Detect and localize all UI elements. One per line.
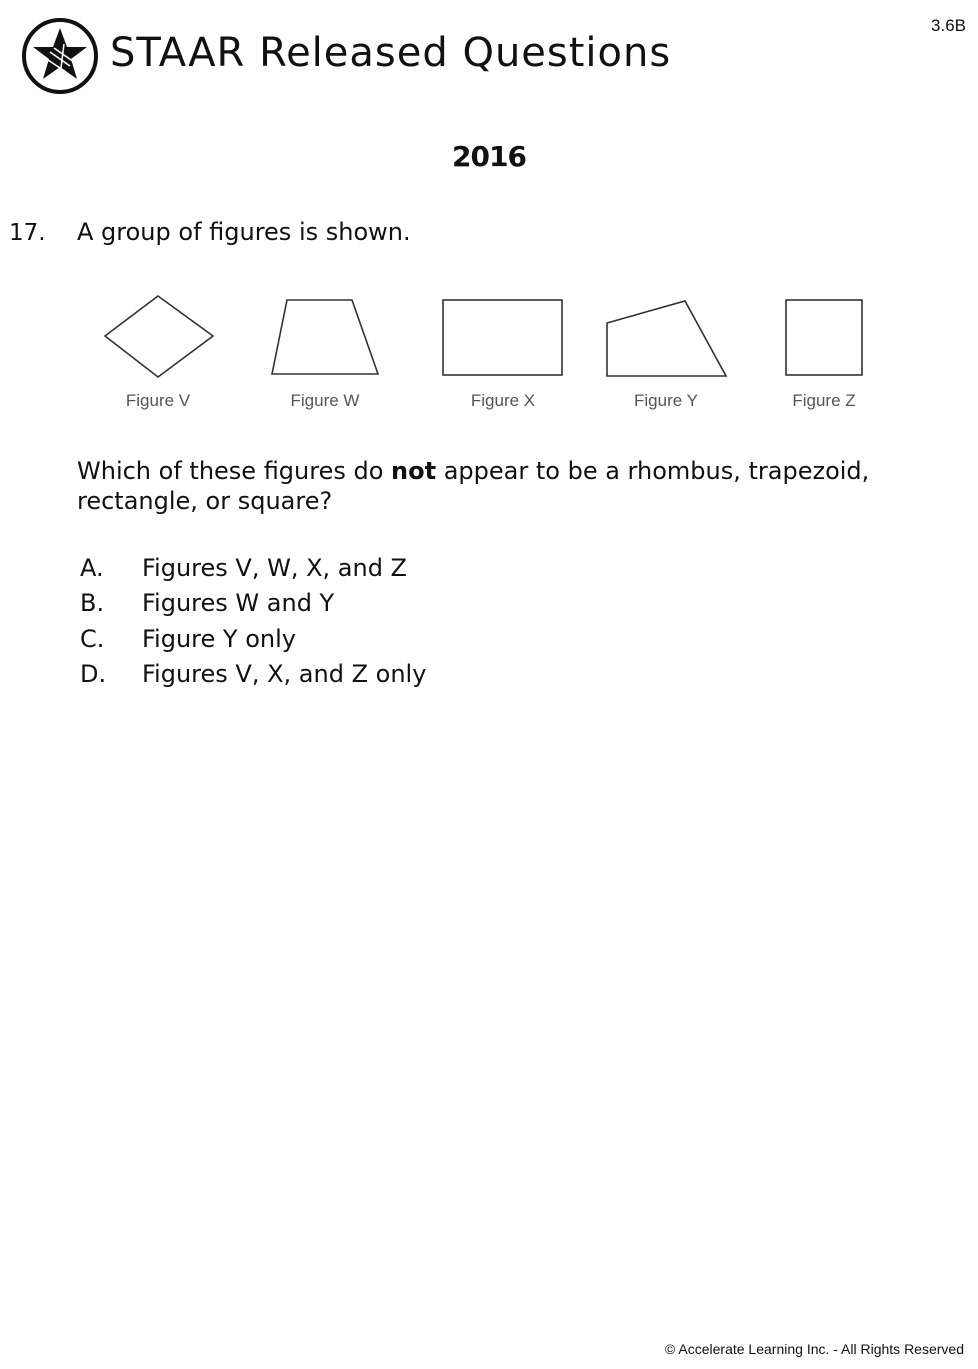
year-heading: 2016 [452, 140, 526, 173]
answer-choice-d[interactable] [80, 657, 426, 693]
prompt-text: Which of these figures do [77, 457, 392, 485]
choice-letter: D. [80, 660, 107, 689]
figure-y-shape [607, 301, 726, 376]
choice-text: Figure Y only [142, 624, 296, 653]
choice-letter: A. [80, 553, 104, 582]
copyright-footer: © Accelerate Learning Inc. - All Rights Reserved [664, 1341, 964, 1357]
question-number: 17. [9, 220, 46, 246]
standard-code: 3.6B [931, 16, 966, 35]
figure-label: Figure V [125, 391, 191, 410]
figure-z-shape [786, 300, 862, 375]
figures-illustration [95, 285, 885, 425]
question-prompt [77, 456, 947, 516]
figure-label: Figure Y [634, 391, 698, 410]
figure-label: Figure Z [792, 391, 856, 410]
star-logo-icon [20, 16, 100, 96]
page-title: STAAR Released Questions [110, 30, 672, 76]
choice-text: Figures V, W, X, and Z [142, 553, 407, 582]
answer-choice-b[interactable] [80, 586, 426, 622]
figure-label: Figure X [470, 391, 536, 410]
question-stem: A group of figures is shown. [77, 218, 411, 246]
figure-w-shape [272, 300, 378, 374]
prompt-text: appear to be a rhombus, trapezoid, rectangle, or square? [77, 457, 870, 515]
figure-label: Figure W [290, 391, 360, 410]
answer-choice-a[interactable] [80, 550, 426, 586]
choice-letter: B. [80, 589, 105, 618]
choice-text: Figures W and Y [142, 589, 335, 618]
choice-letter: C. [80, 624, 105, 653]
figure-x-shape [443, 300, 562, 375]
figure-v-shape [105, 296, 213, 377]
prompt-emphasis: not [391, 457, 437, 485]
choice-text: Figures V, X, and Z only [142, 660, 427, 689]
answer-choice-c[interactable] [80, 621, 426, 657]
answer-choices [80, 550, 426, 692]
